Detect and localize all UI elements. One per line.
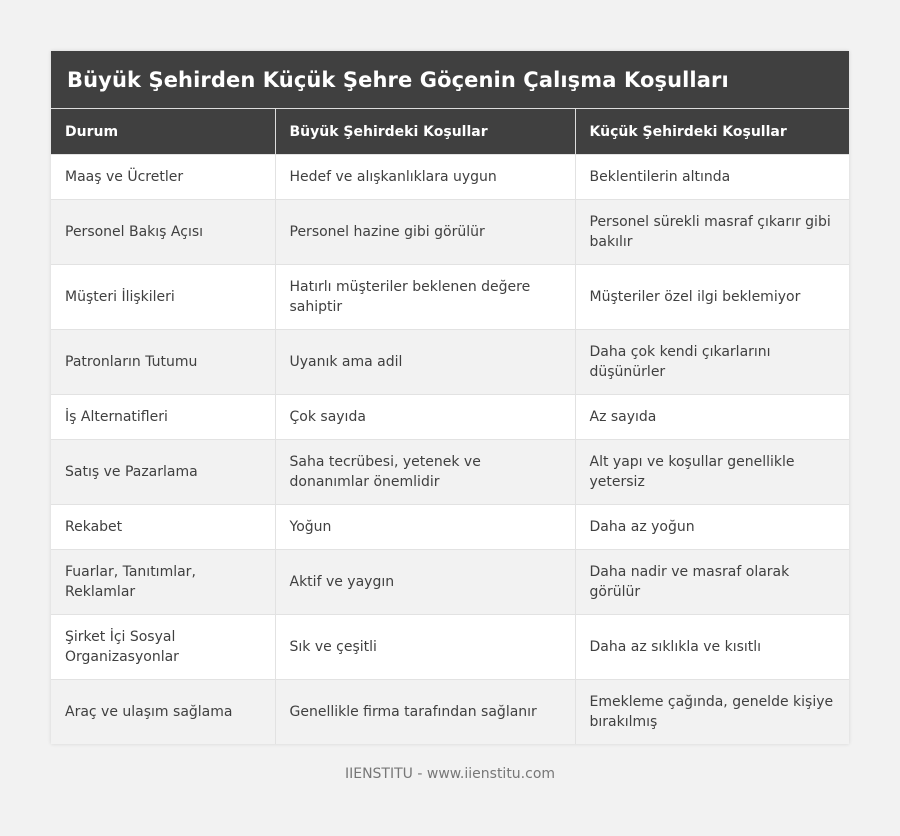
table-row [51,440,849,505]
row-label: Şirket İçi Sosyal Organizasyonlar [51,615,275,680]
row-label: Müşteri İlişkileri [51,265,275,330]
big-city-cell: Genellikle firma tarafından sağlanır [275,680,575,745]
small-city-cell: Emekleme çağında, genelde kişiye bırakılmış [575,680,849,745]
big-city-cell: Uyanık ama adil [275,330,575,395]
row-label: Maaş ve Ücretler [51,155,275,200]
big-city-cell: Hatırlı müşteriler beklenen değere sahiptir [275,265,575,330]
row-label: Personel Bakış Açısı [51,200,275,265]
conditions-table [51,108,849,744]
small-city-cell: Daha az yoğun [575,505,849,550]
big-city-cell: Personel hazine gibi görülür [275,200,575,265]
row-label: Araç ve ulaşım sağlama [51,680,275,745]
column-header-kucuk-sehir: Küçük Şehirdeki Koşullar [575,109,849,155]
table-row [51,505,849,550]
header-row [51,109,849,155]
big-city-cell: Saha tecrübesi, yetenek ve donanımlar önemlidir [275,440,575,505]
small-city-cell: Personel sürekli masraf çıkarır gibi bakılır [575,200,849,265]
table-row [51,680,849,745]
small-city-cell: Daha çok kendi çıkarlarını düşünürler [575,330,849,395]
table-row [51,330,849,395]
table-row [51,265,849,330]
big-city-cell: Hedef ve alışkanlıklara uygun [275,155,575,200]
small-city-cell: Az sayıda [575,395,849,440]
small-city-cell: Müşteriler özel ilgi beklemiyor [575,265,849,330]
table-row [51,395,849,440]
table-row [51,155,849,200]
row-label: Patronların Tutumu [51,330,275,395]
table-row [51,200,849,265]
small-city-cell: Beklentilerin altında [575,155,849,200]
big-city-cell: Sık ve çeşitli [275,615,575,680]
row-label: Fuarlar, Tanıtımlar, Reklamlar [51,550,275,615]
table-title: Büyük Şehirden Küçük Şehre Göçenin Çalışma Koşulları [51,51,849,108]
small-city-cell: Daha az sıklıkla ve kısıtlı [575,615,849,680]
row-label: Rekabet [51,505,275,550]
footer-credit: IIENSTITU - www.iienstitu.com [344,766,556,782]
big-city-cell: Aktif ve yaygın [275,550,575,615]
big-city-cell: Yoğun [275,505,575,550]
small-city-cell: Daha nadir ve masraf olarak görülür [575,550,849,615]
table-row [51,615,849,680]
small-city-cell: Alt yapı ve koşullar genellikle yetersiz [575,440,849,505]
row-label: İş Alternatifleri [51,395,275,440]
column-header-buyuk-sehir: Büyük Şehirdeki Koşullar [275,109,575,155]
table-card [51,51,849,744]
column-header-durum: Durum [51,109,275,155]
table-row [51,550,849,615]
row-label: Satış ve Pazarlama [51,440,275,505]
big-city-cell: Çok sayıda [275,395,575,440]
